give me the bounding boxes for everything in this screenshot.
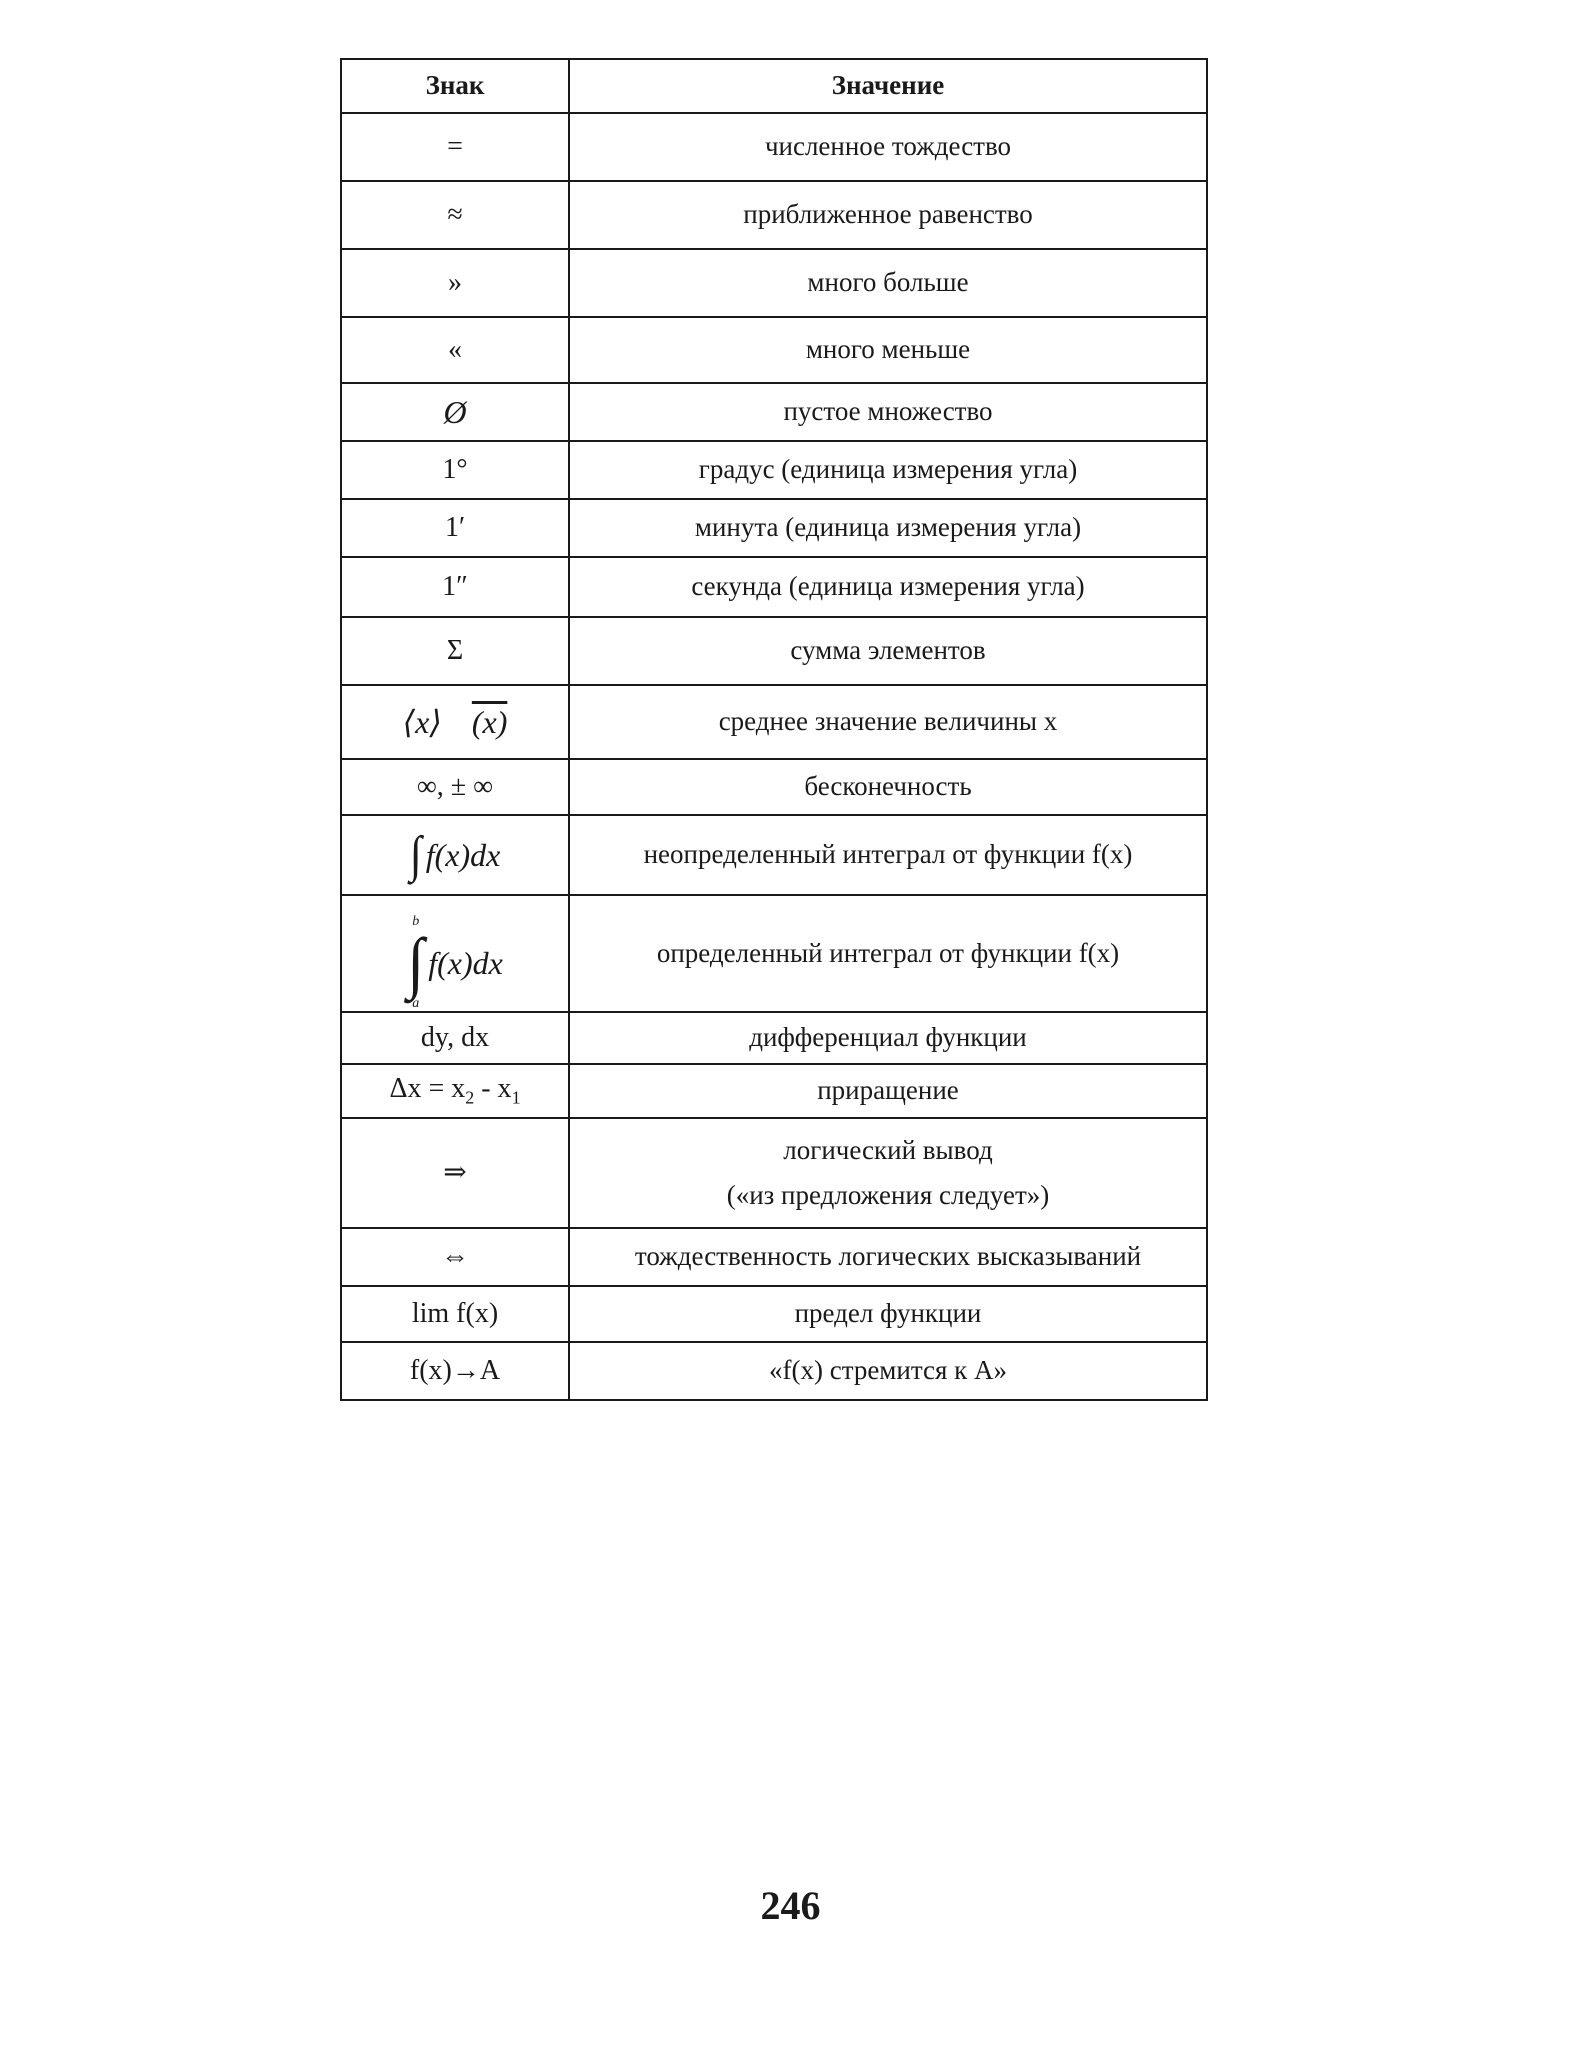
- sign-cell: »: [341, 249, 569, 317]
- meaning-cell: определенный интеграл от функции f(x): [569, 895, 1207, 1012]
- meaning-cell: численное тождество: [569, 113, 1207, 181]
- table-row: [341, 1342, 1207, 1400]
- meaning-cell: пустое множество: [569, 383, 1207, 441]
- table-row: [341, 383, 1207, 441]
- header-sign: Знак: [341, 59, 569, 113]
- mean-value-signs: [403, 704, 508, 741]
- sign-cell: =: [341, 113, 569, 181]
- sign-cell: f(x)→A: [341, 1342, 569, 1400]
- table-row: [341, 1118, 1207, 1228]
- meaning-cell: тождественность логических высказываний: [569, 1228, 1207, 1286]
- sign-cell: ⇔: [341, 1228, 569, 1286]
- table-row: [341, 617, 1207, 685]
- meaning-line-1: логический вывод: [783, 1134, 993, 1165]
- increment-prefix: Δx = x: [389, 1073, 466, 1105]
- meaning-cell: среднее значение величины х: [569, 685, 1207, 759]
- integrand: f(x)dx: [428, 944, 503, 981]
- table-row: [341, 249, 1207, 317]
- page-number: 246: [760, 1883, 821, 1928]
- symbols-table: [340, 58, 1208, 1401]
- table-header-row: [341, 59, 1207, 113]
- table-row: [341, 1064, 1207, 1118]
- integral-icon: ∫: [409, 826, 422, 883]
- sign-cell: 1′: [341, 499, 569, 557]
- table-row: [341, 557, 1207, 617]
- integral-limits: [407, 915, 424, 1011]
- meaning-cell: приближенное равенство: [569, 181, 1207, 249]
- meaning-cell: минута (единица измерения угла): [569, 499, 1207, 557]
- meaning-cell: приращение: [569, 1064, 1207, 1118]
- subscript-1: 1: [511, 1087, 521, 1108]
- meaning-cell: много больше: [569, 249, 1207, 317]
- sign-cell: 1″: [341, 557, 569, 617]
- meaning-cell: [569, 1118, 1207, 1228]
- table-row: [341, 441, 1207, 499]
- definite-integral: [407, 915, 503, 1011]
- bar-mean: (x): [471, 703, 508, 740]
- meaning-line-2: («из предложения следует»): [726, 1180, 1050, 1210]
- meaning-cell: сумма элементов: [569, 617, 1207, 685]
- table-row: [341, 317, 1207, 383]
- sign-cell: Σ: [341, 617, 569, 685]
- sign-cell: [341, 895, 569, 1012]
- meaning-cell: предел функции: [569, 1286, 1207, 1342]
- sign-cell: ≈: [341, 181, 569, 249]
- sign-cell: dy, dx: [341, 1012, 569, 1064]
- lower-limit: a: [412, 996, 420, 1011]
- meaning-cell: градус (единица измерения угла): [569, 441, 1207, 499]
- table-row: [341, 1228, 1207, 1286]
- meaning-cell: неопределенный интеграл от функции f(x): [569, 815, 1207, 895]
- meaning-cell: секунда (единица измерения угла): [569, 557, 1207, 617]
- sign-cell: [341, 815, 569, 895]
- table-row: [341, 685, 1207, 759]
- sign-cell: ⇒: [341, 1118, 569, 1228]
- table-row: [341, 1286, 1207, 1342]
- integrand: f(x)dx: [425, 836, 501, 873]
- sign-cell: «: [341, 317, 569, 383]
- sign-cell: Ø: [341, 383, 569, 441]
- integral-icon: ∫: [407, 925, 425, 1001]
- sign-cell: lim f(x): [341, 1286, 569, 1342]
- header-meaning: Значение: [569, 59, 1207, 113]
- meaning-cell: бесконечность: [569, 759, 1207, 815]
- table-row: [341, 815, 1207, 895]
- table-row: [341, 113, 1207, 181]
- angle-bracket-mean: ⟨x⟩: [402, 703, 442, 740]
- sign-cell: [341, 685, 569, 759]
- table-row: [341, 181, 1207, 249]
- indefinite-integral: [409, 826, 501, 883]
- subscript-2: 2: [465, 1087, 475, 1108]
- upper-limit: b: [412, 914, 420, 929]
- meaning-cell: «f(x) стремится к А»: [569, 1342, 1207, 1400]
- table-row: [341, 759, 1207, 815]
- sign-cell: 1°: [341, 441, 569, 499]
- meaning-cell: дифференциал функции: [569, 1012, 1207, 1064]
- meaning-cell: много меньше: [569, 317, 1207, 383]
- sign-cell: ∞, ± ∞: [341, 759, 569, 815]
- sign-cell: [341, 1064, 569, 1118]
- table-row: [341, 1012, 1207, 1064]
- table-row: [341, 895, 1207, 1012]
- table-row: [341, 499, 1207, 557]
- increment-middle: - x: [474, 1073, 512, 1105]
